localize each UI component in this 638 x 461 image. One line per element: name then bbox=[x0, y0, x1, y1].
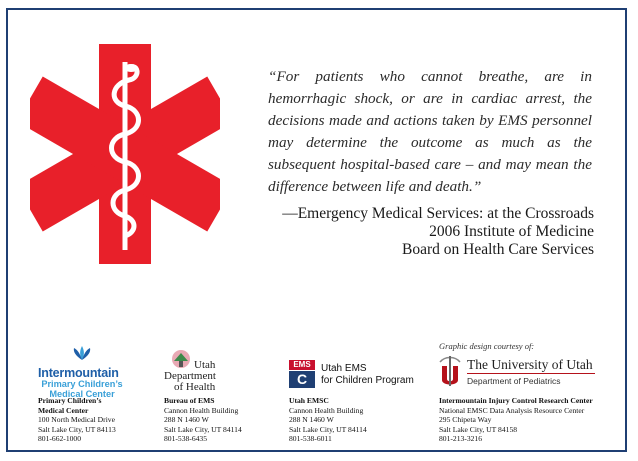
utah-health-icon bbox=[168, 347, 194, 371]
uofu-caduceus-icon bbox=[437, 354, 463, 388]
intermountain-sub: Medical Center bbox=[49, 389, 115, 399]
intermountain-logo bbox=[38, 346, 126, 399]
org-line: Cannon Health Building bbox=[289, 405, 364, 415]
attribution bbox=[264, 205, 594, 259]
org-block-utah-emsc bbox=[289, 396, 367, 444]
org-name: Medical Center bbox=[38, 405, 89, 415]
org-name: Primary Children’s bbox=[38, 396, 102, 405]
quote-text: “For patients who cannot breathe, are in hemorrhagic shock, or are in cardiac arrest, the decisions made and actions taken by EMS personnel may determine the outcome as much as the subsequent hospital-based care – and may mean the difference between life and death.” bbox=[268, 68, 592, 195]
org-name: Bureau of EMS bbox=[164, 396, 215, 405]
uofu-name: The University of Utah bbox=[467, 357, 593, 372]
org-line: 288 N 1460 W bbox=[164, 415, 209, 425]
org-line: Salt Lake City, UT 84158 bbox=[439, 424, 518, 434]
uofu-divider bbox=[467, 373, 595, 374]
star-of-life-icon bbox=[30, 44, 220, 264]
org-block-iicrc bbox=[439, 396, 593, 444]
emsc-badge-bottom: C bbox=[289, 371, 315, 388]
org-name: Utah EMSC bbox=[289, 396, 329, 405]
utah-health-line: of Health bbox=[174, 381, 216, 393]
utah-emsc-logo bbox=[289, 360, 419, 388]
org-line: Cannon Health Building bbox=[164, 405, 239, 415]
courtesy-note: Graphic design courtesy of: bbox=[439, 341, 535, 351]
uofu-dept: Department of Pediatrics bbox=[467, 376, 561, 386]
org-line: 295 Chipeta Way bbox=[439, 415, 492, 425]
org-line: 801-213-3216 bbox=[439, 434, 483, 444]
emsc-badge-top: EMS bbox=[289, 360, 315, 370]
intermountain-sub: Primary Children’s bbox=[41, 379, 123, 389]
utah-health-line: Department bbox=[164, 370, 216, 382]
attribution-line: Board on Health Care Services bbox=[402, 241, 594, 258]
org-line: 801-662-1000 bbox=[38, 434, 82, 444]
org-block-primary-childrens bbox=[38, 396, 116, 444]
utah-health-logo bbox=[164, 347, 234, 393]
uofu-logo bbox=[437, 354, 597, 388]
attribution-line: 2006 Institute of Medicine bbox=[429, 223, 594, 240]
org-line: 288 N 1460 W bbox=[289, 415, 334, 425]
emsc-line: Utah EMS bbox=[321, 363, 367, 374]
utah-health-line: Utah bbox=[194, 359, 216, 371]
emsc-line: for Children Program bbox=[321, 375, 414, 386]
attribution-line: —Emergency Medical Services: at the Crossroads bbox=[282, 205, 594, 222]
intermountain-wordmark: Intermountain bbox=[38, 366, 119, 380]
org-line: Salt Lake City, UT 84114 bbox=[164, 424, 242, 434]
org-line: 801-538-6435 bbox=[164, 434, 208, 444]
org-line: 801-538-6011 bbox=[289, 434, 332, 444]
org-line: Salt Lake City, UT 84113 bbox=[38, 424, 116, 434]
org-line: 100 North Medical Drive bbox=[38, 415, 115, 425]
emsc-badge-icon bbox=[289, 360, 315, 388]
org-line: Salt Lake City, UT 84114 bbox=[289, 424, 367, 434]
org-line: National EMSC Data Analysis Resource Center bbox=[439, 405, 585, 415]
intermountain-flame-icon bbox=[38, 346, 126, 362]
org-block-bureau-ems bbox=[164, 396, 242, 444]
org-name: Intermountain Injury Control Research Center bbox=[439, 396, 593, 405]
